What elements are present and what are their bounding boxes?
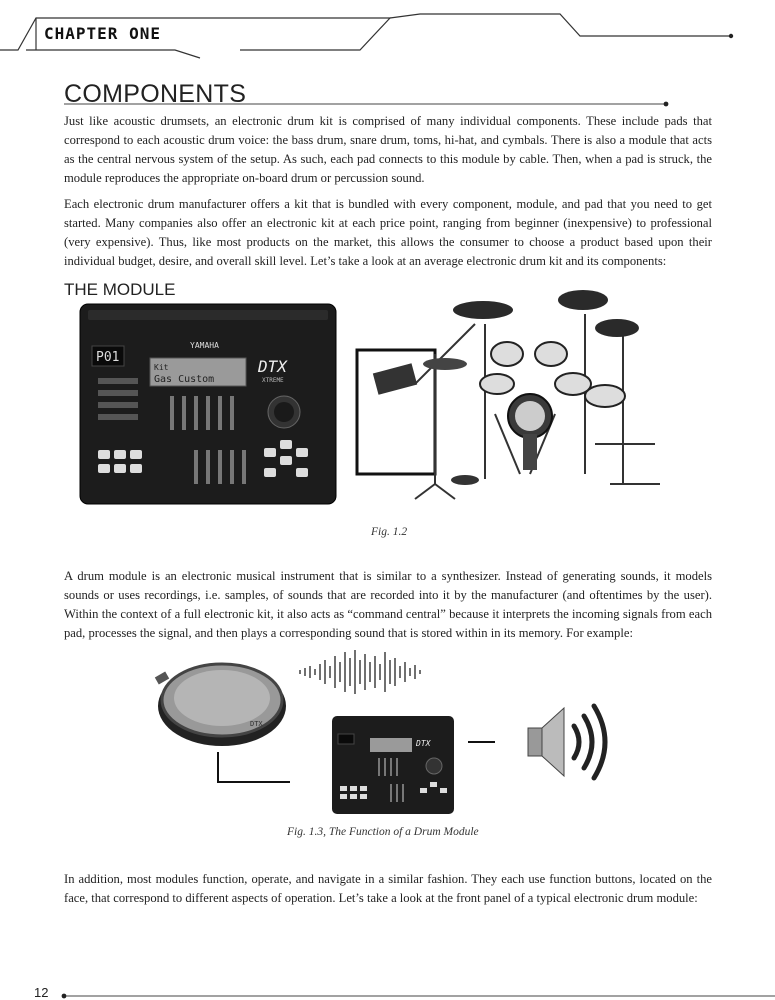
drum-kit-image <box>355 284 685 508</box>
fig-1-3-caption: Fig. 1.3, The Function of a Drum Module <box>287 826 479 838</box>
paragraph-module-definition: A drum module is an electronic musical instrument that is similar to a synthesizer. Instead of generating sounds, it models sounds or uses recordings, i.e. samples, of sounds that are recorded into it by the manufacturer (and oftentimes by the user). Within the context of a full electronic kit, it also acts as “command central” because it interprets the incoming signals from each pad, processes the signal, and then plays a corresponding sound that is stored within in its memory. For example: <box>64 569 712 640</box>
drum-pad-image <box>155 664 286 746</box>
small-drum-module-image <box>332 716 454 814</box>
fig-1-2-caption: Fig. 1.2 <box>371 526 408 538</box>
module-display-line2: Gas Custom <box>154 374 215 385</box>
pad-brand-label: DTX <box>250 720 263 728</box>
module-led-readout: P01 <box>96 350 120 365</box>
page-number: 12 <box>34 985 49 1000</box>
module-brand-label: YAMAHA <box>190 341 219 350</box>
paragraph-kits: Each electronic drum manufacturer offers a kit that is bundled with every component, module, and pad that you need to get started. Many companies also offer an electronic kit at each price point, ranging from beginner (inexpensive) to professional (very expensive). Thus, like most products on the market, this allows the consumer to choose a product based upon their individual budget, desire, and overall skill level. Let’s take a look at an average electronic drum kit and its components: <box>64 197 712 268</box>
pad-cable-line <box>218 752 290 782</box>
section-title-rule <box>64 100 674 108</box>
paragraph-front-panel: In addition, most modules function, operate, and navigate in a similar fashion. They each use function buttons, located on the face, that correspond to different aspects of operation. Let’s take a look at the front panel of a typical electronic drum module: <box>64 872 712 905</box>
subsection-title: THE MODULE <box>64 280 176 299</box>
module-function-diagram <box>150 646 620 822</box>
footer-rule <box>60 992 775 1000</box>
drum-module-image <box>78 300 338 508</box>
module-display-line1: Kit <box>154 363 169 372</box>
paragraph-intro: Just like acoustic drumsets, an electronic drum kit is comprised of many individual components. These include pads that correspond to each acoustic drum voice: the bass drum, snare drum, toms, hi-hat, and cymbals. There is also a module that acts as the central nervous system of the setup. As such, each pad connects to this module by cable. Then, when a pad is struck, the module reproduces the appropriate on-board drum or percussion sound. <box>64 114 712 185</box>
speaker-icon <box>528 706 605 778</box>
sound-waveform <box>300 650 420 694</box>
chapter-title: CHAPTER ONE <box>44 24 161 43</box>
svg-text:DTX: DTX <box>416 739 431 748</box>
module-logo-sub: XTREME <box>262 377 284 384</box>
section-title: COMPONENTS <box>64 80 247 108</box>
module-logo: DTX <box>258 357 287 376</box>
